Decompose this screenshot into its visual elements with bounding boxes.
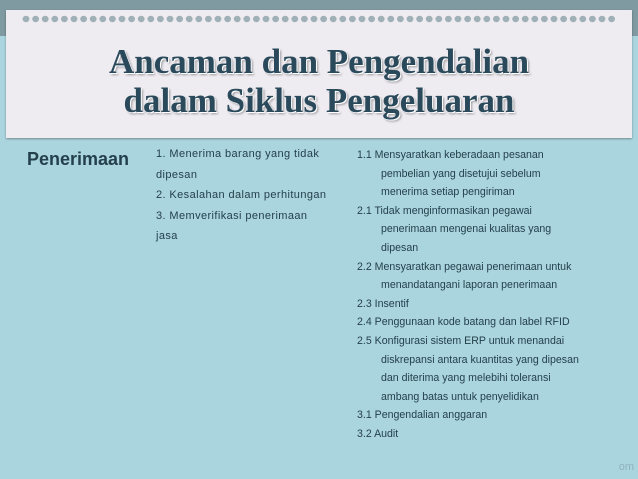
perforation-hole — [455, 16, 462, 22]
perforation-hole — [589, 16, 596, 22]
perforation-hole — [234, 16, 241, 22]
perforation-hole — [311, 16, 318, 22]
threat-line: jasa — [156, 230, 178, 242]
perforation-hole — [522, 16, 529, 22]
control-line: menandatangani laporan penerimaan — [381, 279, 558, 292]
perforation-hole — [512, 16, 519, 22]
control-line: 3.1 Pengendalian anggaran — [357, 409, 488, 422]
perforation-hole — [42, 16, 49, 22]
perforation-hole — [99, 16, 106, 22]
perforation-hole — [272, 16, 279, 22]
perforation-hole — [435, 16, 442, 22]
control-line: diskrepansi antara kuantitas yang dipesan — [381, 353, 579, 366]
perforation-holes — [20, 14, 620, 24]
perforation-hole — [119, 16, 126, 22]
controls-list — [357, 146, 627, 444]
control-line: 3.2 Audit — [357, 427, 399, 440]
perforation-hole — [397, 16, 404, 22]
watermark: om — [618, 461, 634, 473]
perforation-hole — [195, 16, 202, 22]
perforation-hole — [109, 16, 116, 22]
control-line: menerima setiap pengiriman — [381, 186, 515, 199]
perforation-hole — [147, 16, 154, 22]
perforation-hole — [128, 16, 135, 22]
control-line: 1.1 Mensyaratkan keberadaan pesanan — [357, 149, 544, 161]
threat-line: dipesan — [156, 168, 198, 181]
perforation-hole — [493, 16, 500, 22]
perforation-hole — [215, 16, 222, 22]
perforation-hole — [32, 16, 39, 22]
perforation-hole — [387, 16, 394, 22]
perforation-hole — [157, 16, 164, 22]
perforation-hole — [291, 16, 298, 22]
perforation-hole — [599, 16, 606, 22]
control-line: ambang batas untuk penyelidikan — [381, 390, 539, 403]
perforation-hole — [61, 16, 68, 22]
perforation-hole — [531, 16, 538, 22]
control-line: dipesan — [381, 241, 419, 254]
control-line: 2.4 Penggunaan kode batang dan label RFID — [357, 316, 570, 329]
perforation-hole — [483, 16, 490, 22]
control-line: pembelian yang disetujui sebelum — [381, 167, 541, 180]
perforation-hole — [407, 16, 414, 22]
perforation-hole — [176, 16, 183, 22]
perforation-hole — [570, 16, 577, 22]
perforation-hole — [186, 16, 193, 22]
threat-line: 2. Kesalahan dalam perhitungan — [156, 189, 327, 201]
perforation-hole — [301, 16, 308, 22]
control-line: 2.1 Tidak menginformasikan pegawai — [357, 204, 532, 217]
slide-title — [20, 42, 618, 120]
perforation-hole — [416, 16, 423, 22]
perforation-hole — [320, 16, 327, 22]
threats-list — [156, 144, 346, 247]
perforation-hole — [426, 16, 433, 22]
perforation-hole — [253, 16, 260, 22]
perforation-hole — [349, 16, 356, 22]
control-line: 2.3 Insentif — [357, 297, 409, 310]
perforation-hole — [464, 16, 471, 22]
title-line-2: dalam Siklus Pengeluaran — [123, 81, 515, 120]
perforation-hole — [263, 16, 270, 22]
perforation-hole — [445, 16, 452, 22]
perforation-hole — [608, 16, 615, 22]
perforation-hole — [368, 16, 375, 22]
perforation-hole — [541, 16, 548, 22]
perforation-hole — [359, 16, 366, 22]
perforation-hole — [80, 16, 87, 22]
perforation-hole — [378, 16, 385, 22]
row-label: Penerimaan — [27, 149, 130, 169]
perforation-hole — [71, 16, 78, 22]
perforation-hole — [167, 16, 174, 22]
title-line-1: Ancaman dan Pengendalian — [108, 42, 530, 81]
perforation-hole — [330, 16, 337, 22]
control-line: penerimaan mengenai kualitas yang — [381, 223, 552, 236]
perforation-hole — [51, 16, 58, 22]
perforation-hole — [205, 16, 212, 22]
perforation-hole — [339, 16, 346, 22]
perforation-hole — [243, 16, 250, 22]
control-line: dan diterima yang melebihi toleransi — [381, 372, 551, 385]
perforation-hole — [138, 16, 145, 22]
perforation-hole — [579, 16, 586, 22]
perforation-hole — [23, 16, 30, 22]
perforation-hole — [90, 16, 97, 22]
threat-line: 1. Menerima barang yang tidak — [156, 148, 320, 160]
perforation-hole — [474, 16, 481, 22]
threat-line: 3. Memverifikasi penerimaan — [156, 209, 308, 222]
perforation-hole — [282, 16, 289, 22]
perforation-hole — [551, 16, 558, 22]
perforation-hole — [560, 16, 567, 22]
control-line: 2.5 Konfigurasi sistem ERP untuk menandai — [357, 334, 565, 347]
perforation-hole — [503, 16, 510, 22]
control-line: 2.2 Mensyaratkan pegawai penerimaan untuk — [357, 260, 572, 273]
perforation-hole — [224, 16, 231, 22]
